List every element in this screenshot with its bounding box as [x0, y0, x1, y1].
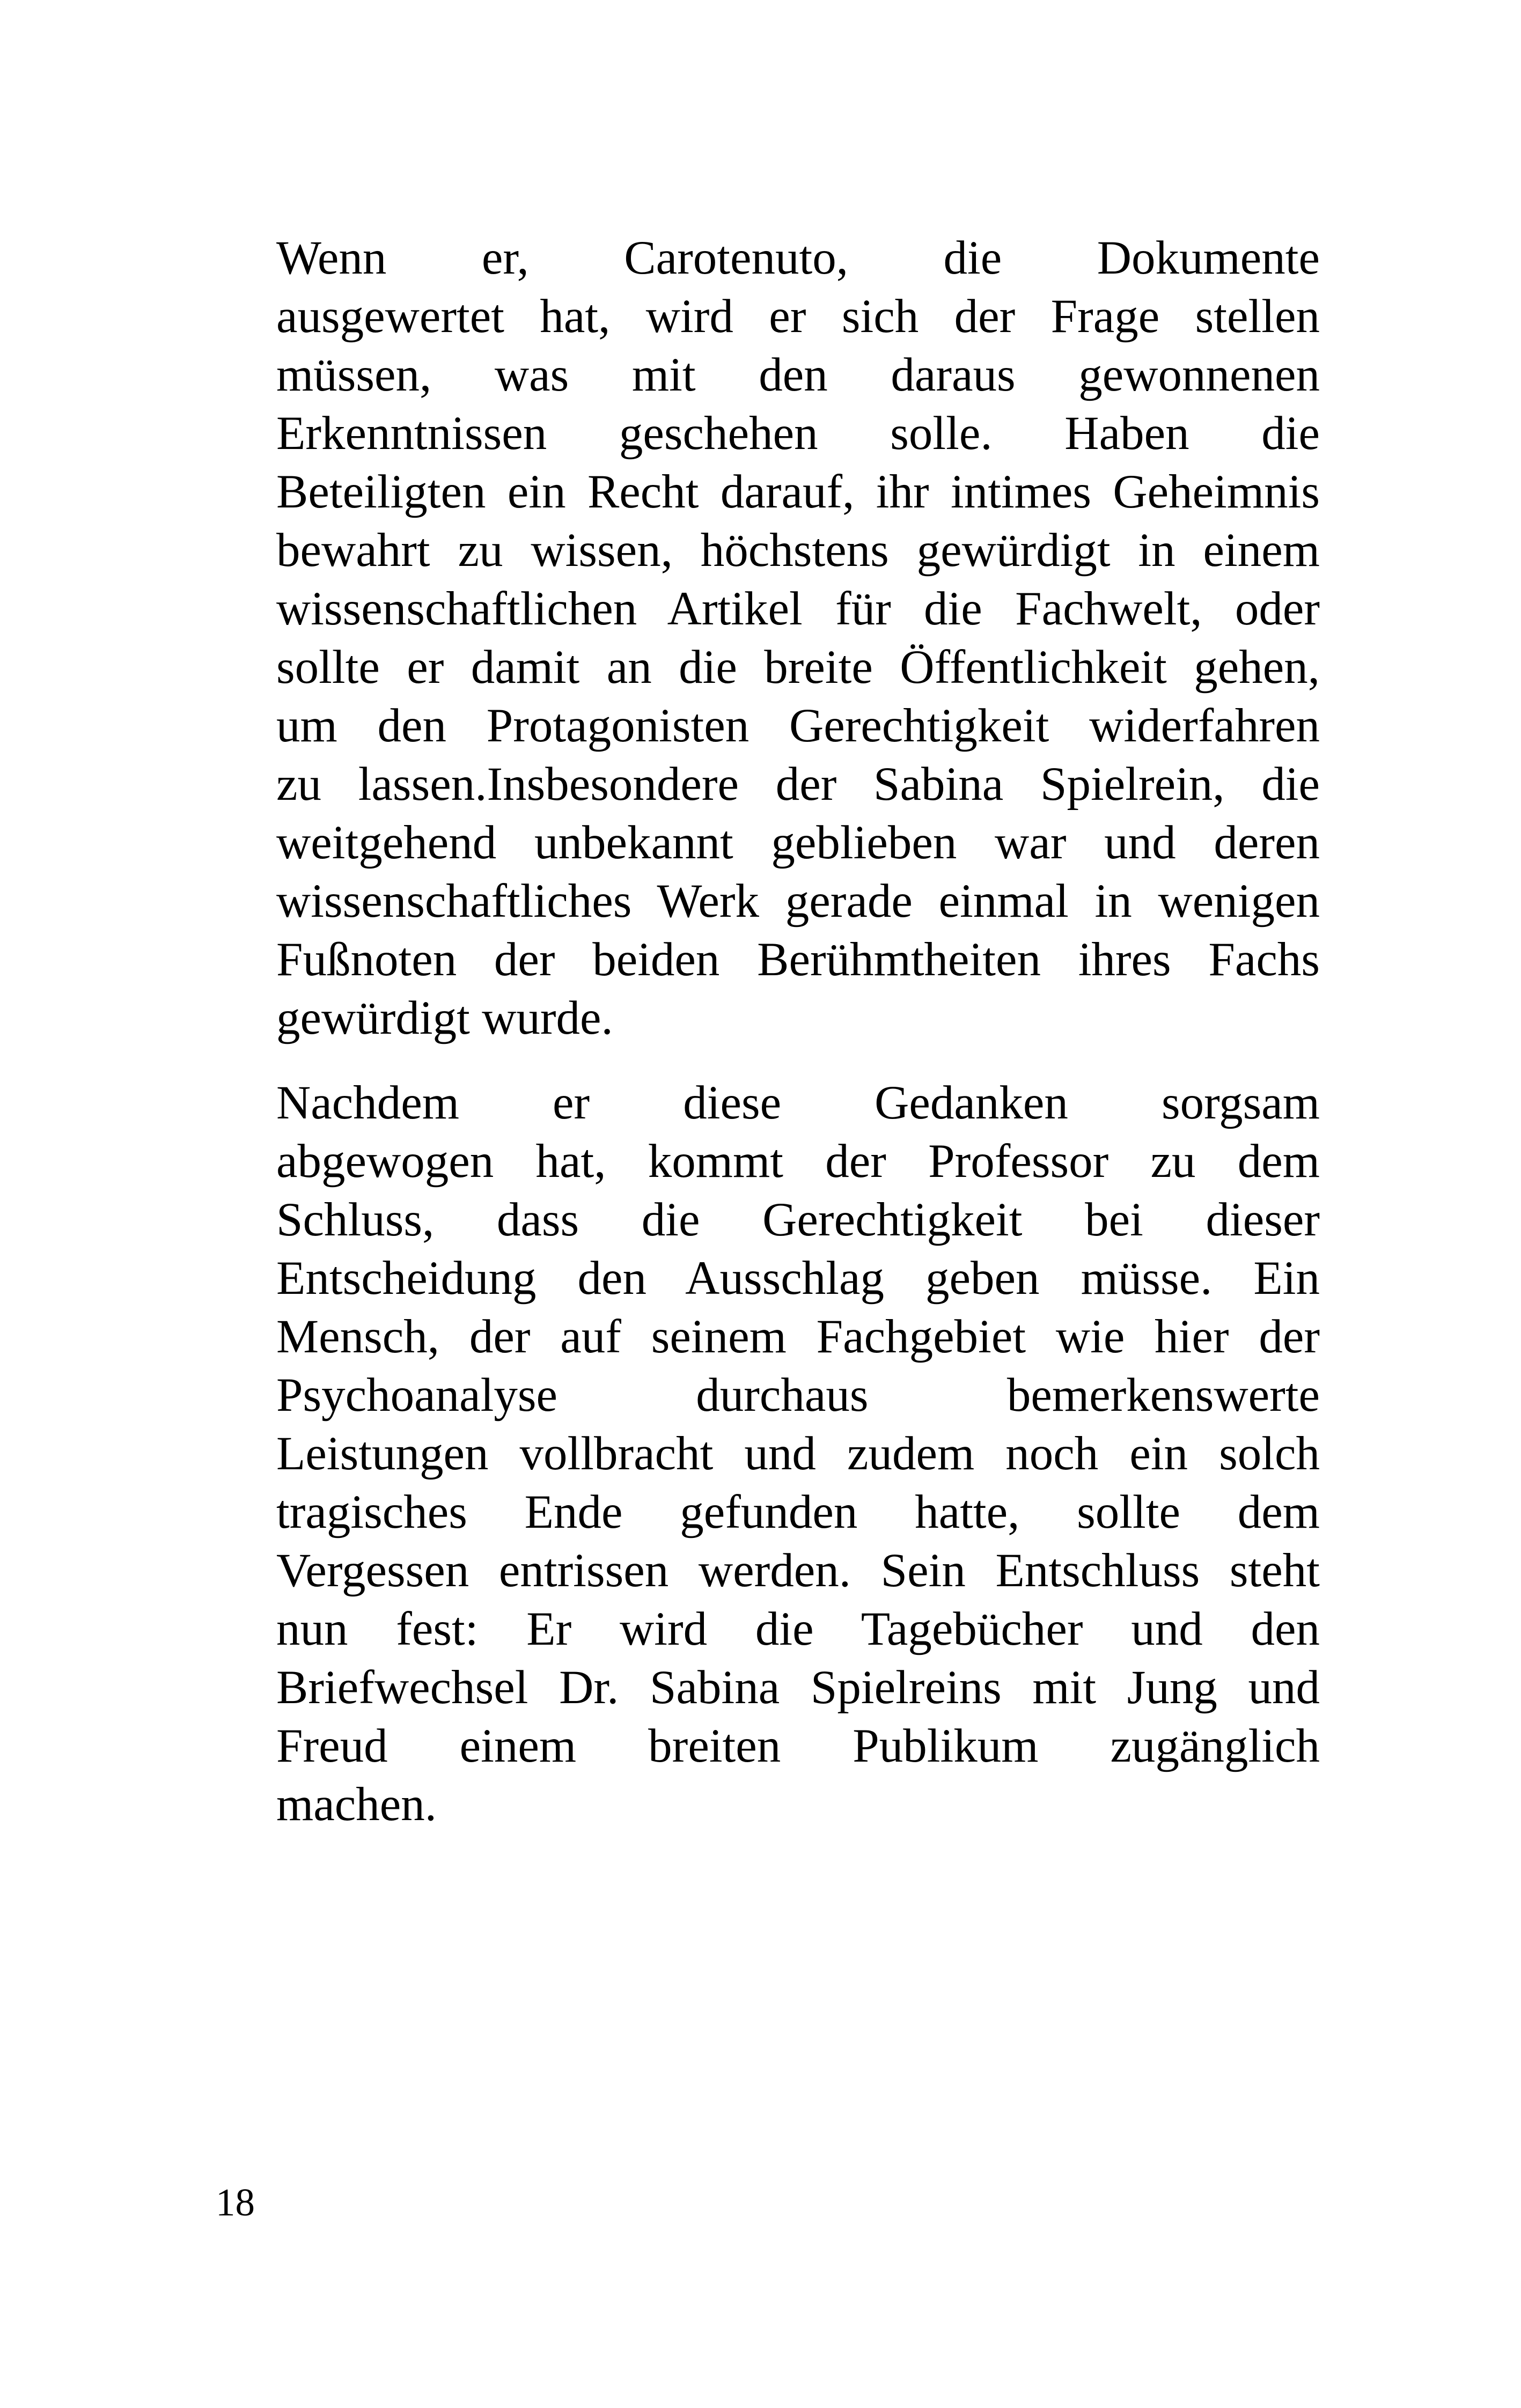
paragraph-1 — [216, 229, 1320, 1048]
text-line: Freud einem breiten Publikum zugänglich — [276, 1720, 1320, 1772]
text-line: ausgewertet hat, wird er sich der Frage stellen — [276, 290, 1320, 343]
text-line: tragisches Ende gefunden hatte, sollte dem — [276, 1486, 1320, 1538]
text-line: Wenn er, Carotenuto, die Dokumente — [276, 232, 1320, 284]
text-line: Briefwechsel Dr. Sabina Spielreins mit Jung und — [276, 1661, 1320, 1714]
text-line: wissenschaftlichen Artikel für die Fachwelt, oder — [276, 583, 1320, 635]
text-line: machen. — [276, 1778, 437, 1831]
text-line: nun fest: Er wird die Tagebücher und den — [276, 1603, 1320, 1655]
text-line: Fußnoten der beiden Berühmtheiten ihres Fachs — [276, 933, 1320, 986]
body-text — [216, 229, 1320, 1834]
text-line: gewürdigt wurde. — [276, 992, 613, 1044]
text-line: Schluss, dass die Gerechtigkeit bei dieser — [276, 1194, 1320, 1246]
text-line: bewahrt zu wissen, höchstens gewürdigt in einem — [276, 524, 1320, 577]
text-line: sollte er damit an die breite Öffentlichkeit gehen, — [276, 641, 1320, 694]
text-line: Psychoanalyse durchaus bemerkenswerte — [276, 1369, 1320, 1422]
paragraph-2 — [216, 1074, 1320, 1834]
text-line: abgewogen hat, kommt der Professor zu dem — [276, 1135, 1320, 1188]
text-line: Nachdem er diese Gedanken sorgsam — [276, 1077, 1320, 1129]
text-line: müssen, was mit den daraus gewonnenen — [276, 349, 1320, 401]
text-line: wissenschaftliches Werk gerade einmal in wenigen — [276, 875, 1320, 927]
text-line: zu lassen.Insbesondere der Sabina Spielrein, die — [276, 758, 1320, 811]
text-line: weitgehend unbekannt geblieben war und deren — [276, 816, 1320, 869]
text-line: um den Protagonisten Gerechtigkeit widerfahren — [276, 699, 1320, 752]
text-line: Leistungen vollbracht und zudem noch ein solch — [276, 1427, 1320, 1480]
text-line: Erkenntnissen geschehen solle. Haben die — [276, 407, 1320, 460]
page-number: 18 — [216, 2181, 255, 2224]
text-line: Entscheidung den Ausschlag geben müsse. Ein — [276, 1252, 1320, 1305]
text-line: Mensch, der auf seinem Fachgebiet wie hier der — [276, 1310, 1320, 1363]
text-line: Vergessen entrissen werden. Sein Entschluss steht — [276, 1544, 1320, 1597]
text-line: Beteiligten ein Recht darauf, ihr intimes Geheimnis — [276, 466, 1320, 518]
